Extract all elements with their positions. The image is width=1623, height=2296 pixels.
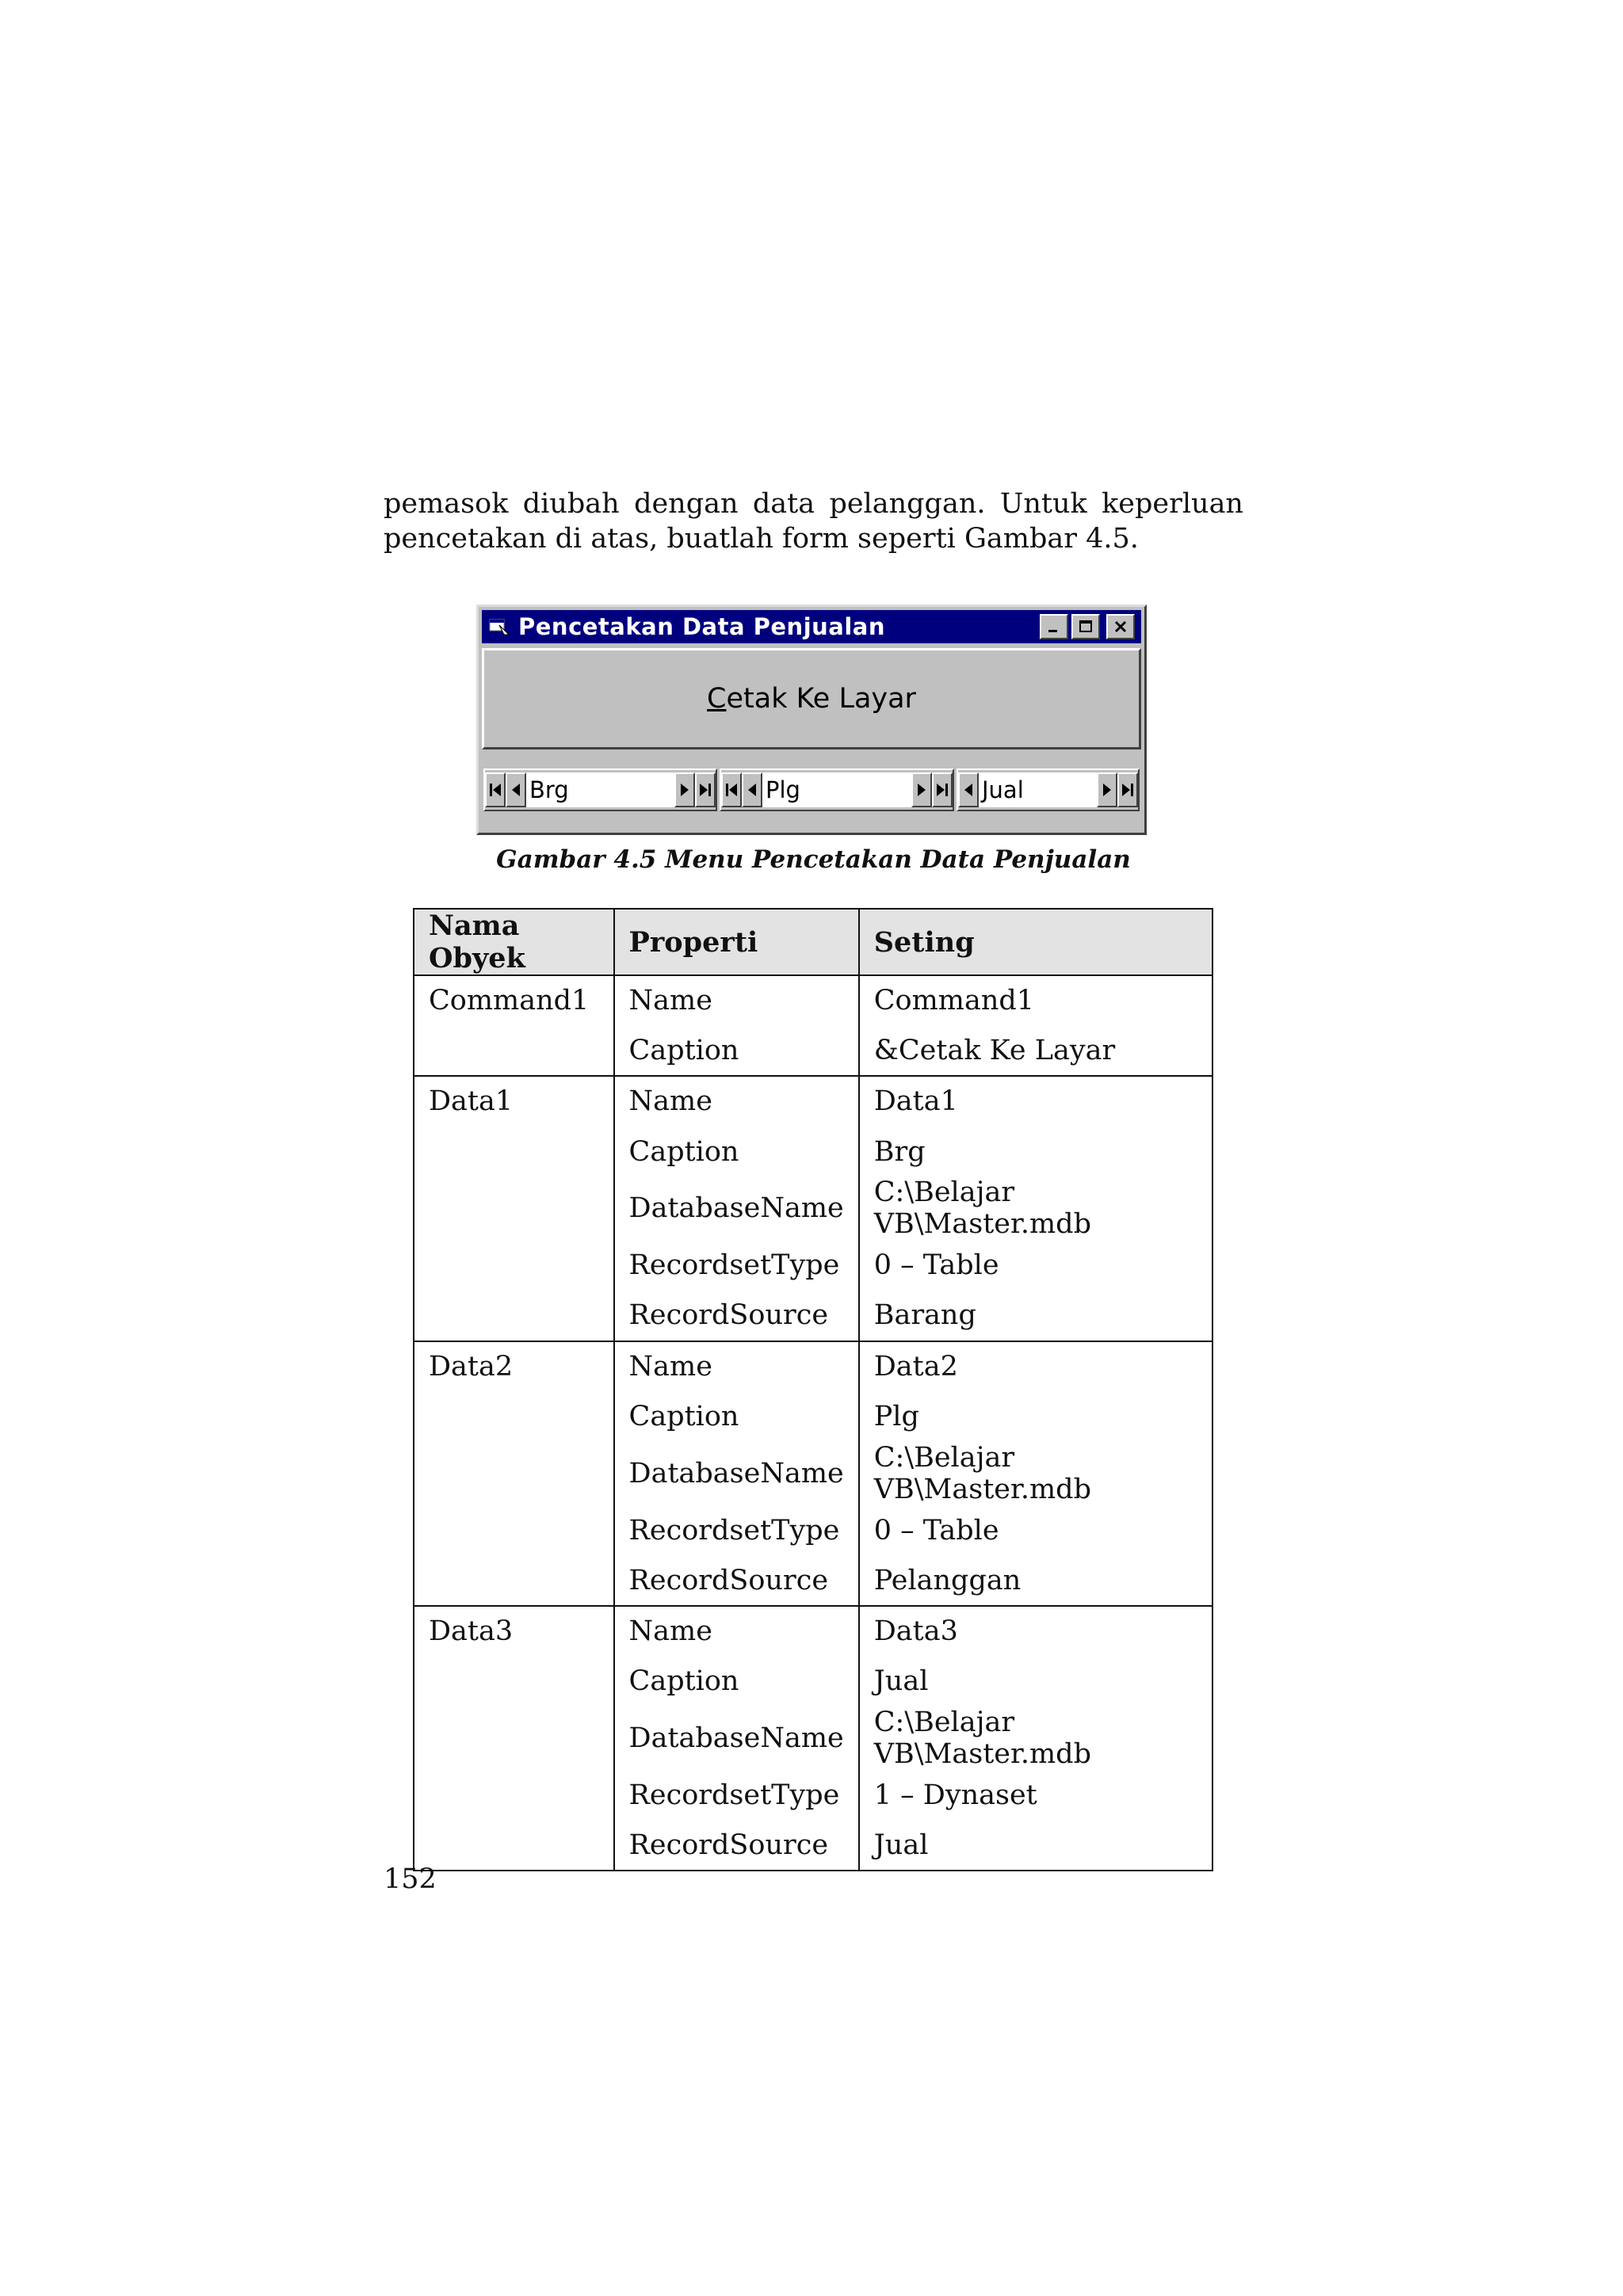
accelerator-letter: C (707, 683, 727, 715)
object-cell (414, 1026, 614, 1077)
header-cell: Properti (614, 909, 859, 975)
value-cell: Pelanggan (859, 1555, 1212, 1606)
value-cell: 0 – Table (859, 1240, 1212, 1291)
next-record-icon (677, 780, 693, 799)
property-cell: Name (614, 1341, 859, 1392)
property-cell: Caption (614, 1391, 859, 1442)
table-row (414, 1606, 1212, 1657)
next-record-icon (1099, 780, 1115, 799)
object-cell (414, 1442, 614, 1505)
object-cell (414, 1821, 614, 1871)
move-next-button[interactable] (1097, 772, 1117, 807)
data-caption: Brg (526, 772, 674, 807)
value-cell: C:\Belajar VB\Master.mdb (859, 1442, 1212, 1505)
property-cell: Caption (614, 1127, 859, 1177)
table-header-row (414, 909, 1212, 975)
word: pemasok (384, 488, 509, 520)
value-cell: Data2 (859, 1341, 1212, 1392)
table-row (414, 1707, 1212, 1770)
title-bar[interactable] (482, 610, 1141, 643)
table-row (414, 975, 1212, 1026)
value-cell: Command1 (859, 975, 1212, 1026)
table-row (414, 1076, 1212, 1127)
object-cell: Data3 (414, 1606, 614, 1657)
word: dengan (634, 488, 739, 520)
move-last-button[interactable] (695, 772, 716, 807)
body-paragraph (384, 486, 1243, 556)
value-cell: 0 – Table (859, 1505, 1212, 1556)
figure-caption: Gambar 4.5 Menu Pencetakan Data Penjualan (496, 845, 1131, 874)
first-record-icon (487, 780, 503, 799)
move-previous-button[interactable] (958, 772, 979, 807)
previous-record-icon (508, 780, 524, 799)
move-next-button[interactable] (911, 772, 932, 807)
object-cell (414, 1391, 614, 1442)
last-record-icon (697, 780, 713, 799)
property-cell: RecordsetType (614, 1505, 859, 1556)
object-cell (414, 1555, 614, 1606)
last-record-icon (934, 780, 950, 799)
value-cell: C:\Belajar VB\Master.mdb (859, 1707, 1212, 1770)
window-title: Pencetakan Data Penjualan (518, 613, 886, 640)
object-cell (414, 1127, 614, 1177)
move-first-button[interactable] (485, 772, 506, 807)
word: diubah (522, 488, 620, 520)
table-row (414, 1821, 1212, 1871)
window-controls (1040, 614, 1135, 639)
word: pelanggan. (829, 488, 986, 520)
minimize-icon (1046, 619, 1062, 635)
value-cell: C:\Belajar VB\Master.mdb (859, 1177, 1212, 1240)
object-cell (414, 1657, 614, 1707)
table-row (414, 1442, 1212, 1505)
property-cell: Name (614, 1076, 859, 1127)
property-cell: RecordSource (614, 1291, 859, 1341)
word: data (752, 488, 815, 520)
paragraph-line-2: pencetakan di atas, buatlah form seperti Gambar 4.5. (384, 523, 1139, 555)
move-next-button[interactable] (674, 772, 695, 807)
value-cell: &Cetak Ke Layar (859, 1026, 1212, 1077)
data-control-jual (957, 769, 1140, 811)
header-cell: Nama Obyek (414, 909, 614, 975)
paragraph-line-1 (384, 486, 1243, 521)
form-icon (488, 617, 510, 636)
object-cell (414, 1177, 614, 1240)
value-cell: Data1 (859, 1076, 1212, 1127)
property-cell: RecordSource (614, 1555, 859, 1606)
property-cell: DatabaseName (614, 1707, 859, 1770)
data-caption: Jual (979, 772, 1097, 807)
move-last-button[interactable] (932, 772, 953, 807)
form-window (476, 605, 1147, 835)
property-cell: RecordSource (614, 1821, 859, 1871)
object-cell: Data1 (414, 1076, 614, 1127)
table-row (414, 1177, 1212, 1240)
previous-record-icon (744, 780, 760, 799)
maximize-icon (1078, 619, 1094, 635)
word: keperluan (1102, 488, 1243, 520)
property-cell: RecordsetType (614, 1240, 859, 1291)
property-cell: DatabaseName (614, 1177, 859, 1240)
close-icon (1113, 619, 1128, 635)
word: Untuk (999, 488, 1087, 520)
value-cell: 1 – Dynaset (859, 1770, 1212, 1821)
table-row (414, 1127, 1212, 1177)
table-row (414, 1555, 1212, 1606)
button-label: etak Ke Layar (726, 683, 916, 715)
maximize-button[interactable] (1071, 614, 1100, 639)
value-cell: Data3 (859, 1606, 1212, 1657)
property-cell: Name (614, 1606, 859, 1657)
header-cell: Seting (859, 909, 1212, 975)
property-table (413, 908, 1213, 1871)
object-cell (414, 1770, 614, 1821)
object-cell (414, 1707, 614, 1770)
property-cell: RecordsetType (614, 1770, 859, 1821)
table-row (414, 1026, 1212, 1077)
value-cell: Brg (859, 1127, 1212, 1177)
move-first-button[interactable] (721, 772, 742, 807)
property-cell: Caption (614, 1026, 859, 1077)
move-last-button[interactable] (1117, 772, 1138, 807)
minimize-button[interactable] (1040, 614, 1068, 639)
object-cell (414, 1240, 614, 1291)
value-cell: Jual (859, 1821, 1212, 1871)
previous-record-icon (960, 780, 976, 799)
property-cell: DatabaseName (614, 1442, 859, 1505)
object-cell: Data2 (414, 1341, 614, 1392)
data-control-plg (720, 769, 954, 811)
last-record-icon (1120, 780, 1136, 799)
move-previous-button[interactable] (506, 772, 526, 807)
table-row (414, 1770, 1212, 1821)
value-cell: Barang (859, 1291, 1212, 1341)
table-row (414, 1291, 1212, 1341)
close-button[interactable] (1106, 614, 1135, 639)
property-cell: Name (614, 975, 859, 1026)
object-cell (414, 1291, 614, 1341)
page-number: 152 (384, 1863, 437, 1895)
object-cell (414, 1505, 614, 1556)
table-row (414, 1657, 1212, 1707)
table-row (414, 1240, 1212, 1291)
data-caption: Plg (762, 772, 911, 807)
first-record-icon (724, 780, 739, 799)
cetak-ke-layar-button[interactable] (482, 648, 1141, 749)
table-row (414, 1391, 1212, 1442)
value-cell: Plg (859, 1391, 1212, 1442)
table-row (414, 1505, 1212, 1556)
move-previous-button[interactable] (742, 772, 762, 807)
value-cell: Jual (859, 1657, 1212, 1707)
next-record-icon (914, 780, 930, 799)
table-row (414, 1341, 1212, 1392)
property-cell: Caption (614, 1657, 859, 1707)
object-cell: Command1 (414, 975, 614, 1026)
data-control-brg (483, 769, 717, 811)
